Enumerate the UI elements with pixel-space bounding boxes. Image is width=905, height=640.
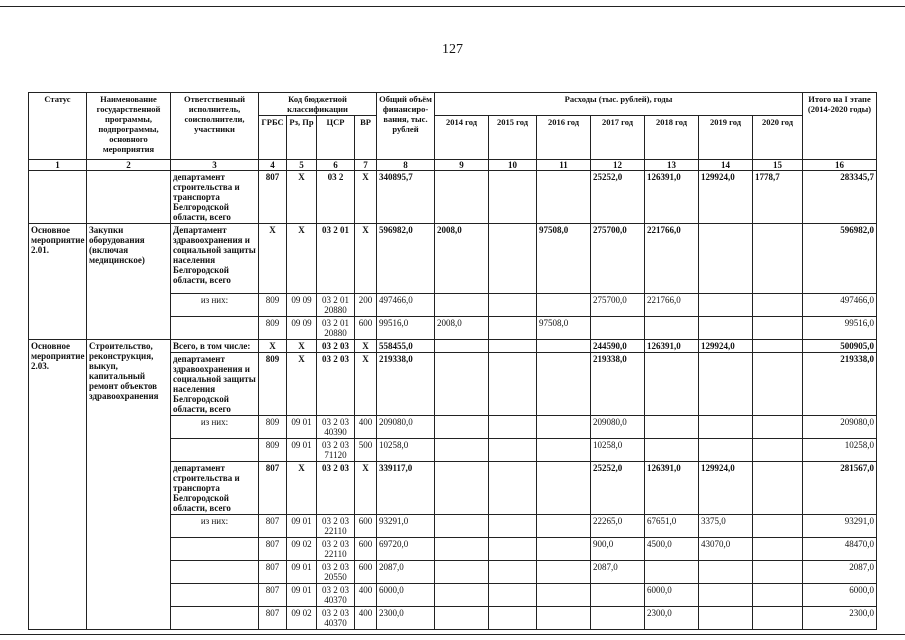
y2020-cell — [753, 317, 803, 340]
y2014-cell: 2008,0 — [435, 317, 489, 340]
header-vr: ВР — [355, 116, 377, 160]
header-grbs: ГРБС — [259, 116, 287, 160]
y2020-cell: 1778,7 — [753, 171, 803, 224]
responsible-cell: департамент строительства и транспорта Белгородской области, всего — [171, 171, 259, 224]
y2014-cell — [435, 561, 489, 584]
y2015-cell — [489, 224, 537, 294]
y2018-cell — [645, 561, 699, 584]
responsible-cell: из них: — [171, 416, 259, 439]
header-2018: 2018 год — [645, 116, 699, 160]
stage-cell: 2087,0 — [803, 561, 877, 584]
y2017-cell: 10258,0 — [591, 439, 645, 462]
y2020-cell — [753, 561, 803, 584]
y2014-cell — [435, 515, 489, 538]
y2018-cell: 4500,0 — [645, 538, 699, 561]
y2015-cell — [489, 439, 537, 462]
grbs-cell: Х — [259, 224, 287, 294]
stage-cell: 281567,0 — [803, 462, 877, 515]
y2014-cell — [435, 538, 489, 561]
grbs-cell: 807 — [259, 462, 287, 515]
y2014-cell — [435, 294, 489, 317]
csr-cell: 03 2 03 40390 — [317, 416, 355, 439]
y2020-cell — [753, 294, 803, 317]
y2014-cell — [435, 340, 489, 353]
responsible-cell: из них: — [171, 294, 259, 317]
y2016-cell — [537, 584, 591, 607]
csr-cell: 03 2 03 — [317, 462, 355, 515]
y2019-cell — [699, 294, 753, 317]
total-cell: 596982,0 — [377, 224, 435, 294]
col-num: 3 — [171, 160, 259, 171]
vr-cell: Х — [355, 171, 377, 224]
col-num: 10 — [489, 160, 537, 171]
header-budget-code: Код бюджетной классификации — [259, 93, 377, 116]
header-stage-total: Итого на I этапе (2014-2020 годы) — [803, 93, 877, 160]
y2016-cell — [537, 607, 591, 630]
header-2014: 2014 год — [435, 116, 489, 160]
responsible-cell — [171, 538, 259, 561]
y2017-cell: 25252,0 — [591, 171, 645, 224]
stage-cell: 6000,0 — [803, 584, 877, 607]
col-num: 2 — [87, 160, 171, 171]
grbs-cell: 809 — [259, 439, 287, 462]
grbs-cell: 807 — [259, 515, 287, 538]
vr-cell: 600 — [355, 561, 377, 584]
y2016-cell — [537, 294, 591, 317]
rz-cell: 09 01 — [287, 515, 317, 538]
rz-cell: 09 09 — [287, 317, 317, 340]
col-num: 14 — [699, 160, 753, 171]
vr-cell: Х — [355, 462, 377, 515]
y2017-cell — [591, 607, 645, 630]
y2020-cell — [753, 515, 803, 538]
responsible-cell: Всего, в том числе: — [171, 340, 259, 353]
vr-cell: 500 — [355, 439, 377, 462]
rz-cell: Х — [287, 340, 317, 353]
y2019-cell — [699, 353, 753, 416]
col-num: 6 — [317, 160, 355, 171]
y2018-cell — [645, 439, 699, 462]
csr-cell: 03 2 03 22110 — [317, 515, 355, 538]
grbs-cell: 809 — [259, 353, 287, 416]
y2020-cell — [753, 340, 803, 353]
header-total: Общий объём финансиро-вания, тыс. рублей — [377, 93, 435, 160]
column-number-row — [29, 160, 877, 171]
col-num: 1 — [29, 160, 87, 171]
y2016-cell — [537, 561, 591, 584]
y2016-cell — [537, 353, 591, 416]
vr-cell: Х — [355, 224, 377, 294]
grbs-cell: Х — [259, 340, 287, 353]
y2019-cell: 3375,0 — [699, 515, 753, 538]
col-num: 5 — [287, 160, 317, 171]
stage-cell: 48470,0 — [803, 538, 877, 561]
rz-cell: Х — [287, 224, 317, 294]
responsible-cell — [171, 317, 259, 340]
stage-cell: 93291,0 — [803, 515, 877, 538]
bottom-edge-line — [0, 634, 905, 635]
total-cell: 10258,0 — [377, 439, 435, 462]
col-num: 11 — [537, 160, 591, 171]
rz-cell: Х — [287, 171, 317, 224]
y2015-cell — [489, 294, 537, 317]
csr-cell: 03 2 03 22110 — [317, 538, 355, 561]
y2020-cell — [753, 584, 803, 607]
responsible-cell — [171, 607, 259, 630]
total-cell: 339117,0 — [377, 462, 435, 515]
y2016-cell — [537, 171, 591, 224]
csr-cell: 03 2 03 20550 — [317, 561, 355, 584]
y2017-cell — [591, 317, 645, 340]
total-cell: 340895,7 — [377, 171, 435, 224]
vr-cell: 400 — [355, 607, 377, 630]
header-2020: 2020 год — [753, 116, 803, 160]
grbs-cell: 809 — [259, 317, 287, 340]
y2016-cell — [537, 538, 591, 561]
y2019-cell — [699, 416, 753, 439]
y2017-cell: 244590,0 — [591, 340, 645, 353]
table-row — [29, 171, 877, 224]
y2015-cell — [489, 584, 537, 607]
y2017-cell: 25252,0 — [591, 462, 645, 515]
grbs-cell: 809 — [259, 294, 287, 317]
rz-cell: 09 01 — [287, 439, 317, 462]
y2015-cell — [489, 561, 537, 584]
y2015-cell — [489, 538, 537, 561]
header-2016: 2016 год — [537, 116, 591, 160]
y2020-cell — [753, 538, 803, 561]
vr-cell: Х — [355, 353, 377, 416]
y2018-cell: 6000,0 — [645, 584, 699, 607]
rz-cell: 09 01 — [287, 561, 317, 584]
rz-cell: 09 01 — [287, 584, 317, 607]
y2014-cell — [435, 171, 489, 224]
total-cell: 219338,0 — [377, 353, 435, 416]
csr-cell: 03 2 03 — [317, 353, 355, 416]
responsible-cell — [171, 439, 259, 462]
col-num: 9 — [435, 160, 489, 171]
y2020-cell — [753, 353, 803, 416]
y2018-cell — [645, 353, 699, 416]
total-cell: 93291,0 — [377, 515, 435, 538]
grbs-cell: 807 — [259, 538, 287, 561]
y2020-cell — [753, 416, 803, 439]
y2017-cell: 900,0 — [591, 538, 645, 561]
top-edge-line — [0, 6, 905, 7]
rz-cell: Х — [287, 462, 317, 515]
csr-cell: 03 2 01 20880 — [317, 294, 355, 317]
y2020-cell — [753, 462, 803, 515]
csr-cell: 03 2 03 — [317, 340, 355, 353]
y2014-cell — [435, 584, 489, 607]
y2016-cell — [537, 416, 591, 439]
header-2015: 2015 год — [489, 116, 537, 160]
responsible-cell: из них: — [171, 515, 259, 538]
y2014-cell — [435, 462, 489, 515]
responsible-cell: Департамент здравоохранения и социальной защиты населения Белгородской области, всего — [171, 224, 259, 294]
y2019-cell: 129924,0 — [699, 340, 753, 353]
total-cell: 2300,0 — [377, 607, 435, 630]
csr-cell: 03 2 03 40370 — [317, 607, 355, 630]
program-name-cell — [87, 171, 171, 224]
total-cell: 2087,0 — [377, 561, 435, 584]
y2020-cell — [753, 224, 803, 294]
total-cell: 69720,0 — [377, 538, 435, 561]
y2018-cell: 126391,0 — [645, 171, 699, 224]
header-responsible: Ответственный исполнитель, соисполнители, участники — [171, 93, 259, 160]
col-num: 12 — [591, 160, 645, 171]
header-rzpr: Рз, Пр — [287, 116, 317, 160]
stage-cell: 99516,0 — [803, 317, 877, 340]
table-row — [29, 340, 877, 353]
y2018-cell: 2300,0 — [645, 607, 699, 630]
budget-table — [28, 92, 877, 630]
csr-cell: 03 2 03 71120 — [317, 439, 355, 462]
y2018-cell: 67651,0 — [645, 515, 699, 538]
y2016-cell — [537, 462, 591, 515]
y2019-cell — [699, 439, 753, 462]
y2017-cell: 275700,0 — [591, 294, 645, 317]
y2018-cell — [645, 317, 699, 340]
vr-cell: 400 — [355, 416, 377, 439]
rz-cell: 09 09 — [287, 294, 317, 317]
y2015-cell — [489, 353, 537, 416]
y2018-cell: 126391,0 — [645, 340, 699, 353]
y2019-cell — [699, 561, 753, 584]
y2017-cell: 209080,0 — [591, 416, 645, 439]
stage-cell: 283345,7 — [803, 171, 877, 224]
y2019-cell — [699, 317, 753, 340]
responsible-cell: департамент здравоохранения и социальной защиты населения Белгородской области, всего — [171, 353, 259, 416]
y2020-cell — [753, 439, 803, 462]
y2019-cell — [699, 584, 753, 607]
y2018-cell: 126391,0 — [645, 462, 699, 515]
csr-cell: 03 2 03 40370 — [317, 584, 355, 607]
y2015-cell — [489, 515, 537, 538]
stage-cell: 500905,0 — [803, 340, 877, 353]
status-cell: Основное мероприятие 2.01. — [29, 224, 87, 340]
grbs-cell: 809 — [259, 416, 287, 439]
grbs-cell: 807 — [259, 607, 287, 630]
stage-cell: 10258,0 — [803, 439, 877, 462]
col-num: 15 — [753, 160, 803, 171]
stage-cell: 219338,0 — [803, 353, 877, 416]
y2014-cell — [435, 607, 489, 630]
y2014-cell — [435, 439, 489, 462]
page-number: 127 — [442, 42, 463, 57]
y2016-cell — [537, 515, 591, 538]
csr-cell: 03 2 01 20880 — [317, 317, 355, 340]
responsible-cell: департамент строительства и транспорта Белгородской области, всего — [171, 462, 259, 515]
stage-cell: 596982,0 — [803, 224, 877, 294]
y2017-cell: 2087,0 — [591, 561, 645, 584]
csr-cell: 03 2 01 — [317, 224, 355, 294]
header-status: Статус — [29, 93, 87, 160]
responsible-cell — [171, 584, 259, 607]
header-2017: 2017 год — [591, 116, 645, 160]
vr-cell: 600 — [355, 515, 377, 538]
col-num: 4 — [259, 160, 287, 171]
table-body — [29, 171, 877, 630]
y2019-cell — [699, 224, 753, 294]
total-cell: 99516,0 — [377, 317, 435, 340]
y2015-cell — [489, 171, 537, 224]
y2016-cell — [537, 439, 591, 462]
y2018-cell — [645, 416, 699, 439]
y2014-cell — [435, 353, 489, 416]
y2016-cell — [537, 340, 591, 353]
y2016-cell: 97508,0 — [537, 317, 591, 340]
y2015-cell — [489, 340, 537, 353]
y2015-cell — [489, 607, 537, 630]
y2015-cell — [489, 416, 537, 439]
rz-cell: 09 02 — [287, 538, 317, 561]
y2017-cell — [591, 584, 645, 607]
grbs-cell: 807 — [259, 171, 287, 224]
y2020-cell — [753, 607, 803, 630]
stage-cell: 209080,0 — [803, 416, 877, 439]
grbs-cell: 807 — [259, 584, 287, 607]
y2014-cell — [435, 416, 489, 439]
csr-cell: 03 2 — [317, 171, 355, 224]
total-cell: 6000,0 — [377, 584, 435, 607]
col-num: 13 — [645, 160, 699, 171]
col-num: 16 — [803, 160, 877, 171]
rz-cell: Х — [287, 353, 317, 416]
total-cell: 558455,0 — [377, 340, 435, 353]
rz-cell: 09 02 — [287, 607, 317, 630]
status-cell: Основное мероприятие 2.03. — [29, 340, 87, 630]
stage-cell: 2300,0 — [803, 607, 877, 630]
col-num: 8 — [377, 160, 435, 171]
program-name-cell: Закупки оборудования (включая медицинское) — [87, 224, 171, 340]
table-row — [29, 224, 877, 294]
y2019-cell — [699, 607, 753, 630]
grbs-cell: 807 — [259, 561, 287, 584]
y2018-cell: 221766,0 — [645, 294, 699, 317]
y2018-cell: 221766,0 — [645, 224, 699, 294]
y2015-cell — [489, 317, 537, 340]
vr-cell: 200 — [355, 294, 377, 317]
vr-cell: 600 — [355, 538, 377, 561]
program-name-cell: Строительство, реконструкция, выкуп, капитальный ремонт объектов здравоохранения — [87, 340, 171, 630]
y2014-cell: 2008,0 — [435, 224, 489, 294]
col-num: 7 — [355, 160, 377, 171]
y2017-cell: 219338,0 — [591, 353, 645, 416]
y2015-cell — [489, 462, 537, 515]
header-expenses: Расходы (тыс. рублей), годы — [435, 93, 803, 116]
y2016-cell: 97508,0 — [537, 224, 591, 294]
responsible-cell — [171, 561, 259, 584]
y2017-cell: 22265,0 — [591, 515, 645, 538]
rz-cell: 09 01 — [287, 416, 317, 439]
stage-cell: 497466,0 — [803, 294, 877, 317]
total-cell: 209080,0 — [377, 416, 435, 439]
vr-cell: 400 — [355, 584, 377, 607]
total-cell: 497466,0 — [377, 294, 435, 317]
y2019-cell: 43070,0 — [699, 538, 753, 561]
status-cell — [29, 171, 87, 224]
y2017-cell: 275700,0 — [591, 224, 645, 294]
y2019-cell: 129924,0 — [699, 171, 753, 224]
vr-cell: Х — [355, 340, 377, 353]
header-name: Наименование государственной программы, подпрограммы, основного мероприятия — [87, 93, 171, 160]
vr-cell: 600 — [355, 317, 377, 340]
header-2019: 2019 год — [699, 116, 753, 160]
header-csr: ЦСР — [317, 116, 355, 160]
y2019-cell: 129924,0 — [699, 462, 753, 515]
